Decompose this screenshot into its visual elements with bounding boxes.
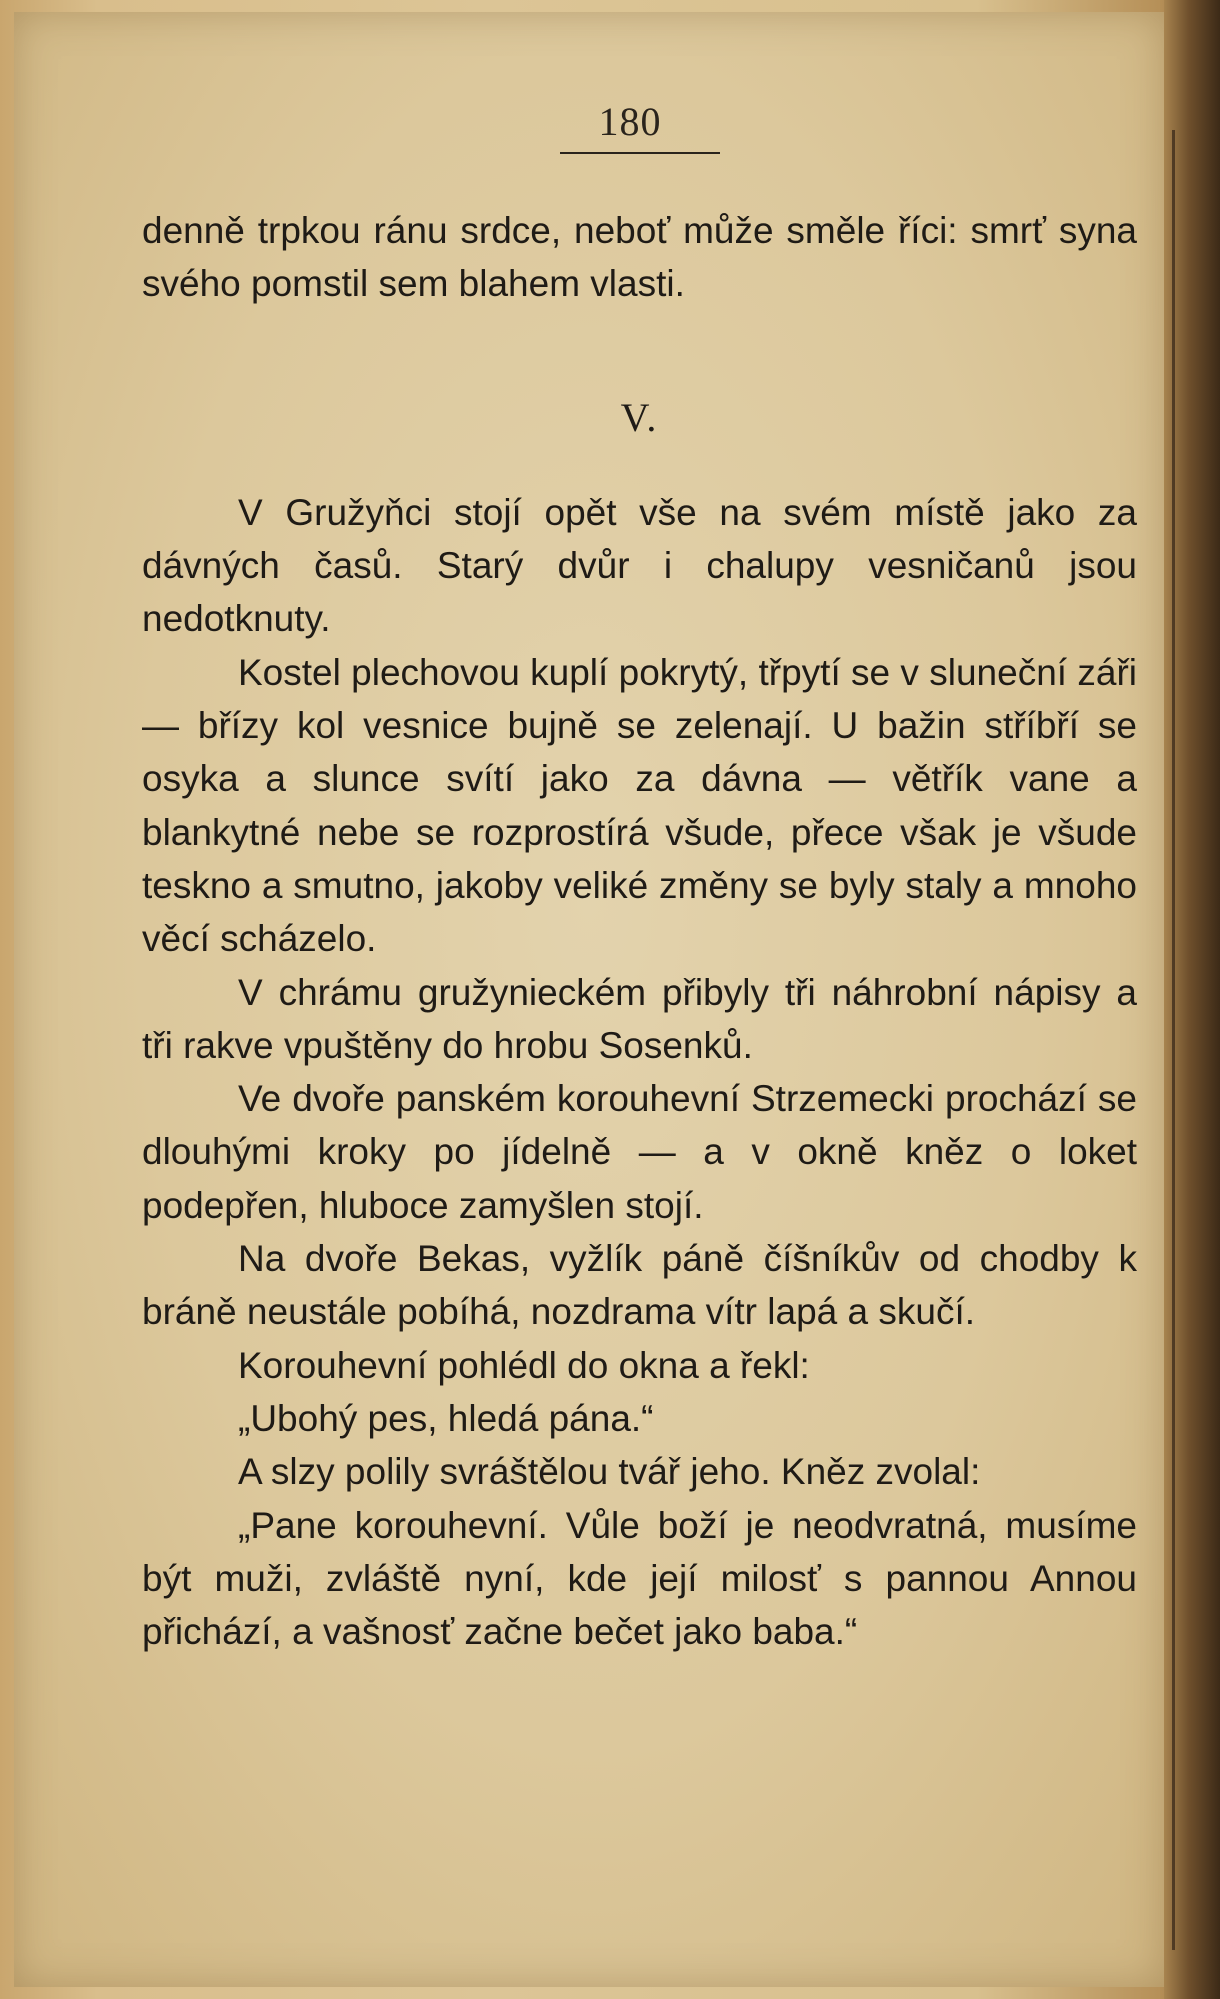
paragraph: V chrámu gružynieckém přibyly tři náhrobní nápisy a tři rakve vpuštěny do hrobu Sosenků. xyxy=(142,971,1137,1066)
quote-line: „Ubohý pes, hledá pána.“ xyxy=(238,1397,654,1439)
page-number-rule xyxy=(560,152,720,154)
quote-paragraph: „Pane korouhevní. Vůle boží je neodvratná, musíme být muži, zvláště nyní, kde její milosť s pannou Annou přichází, a vašnosť začne bečet jako baba.“ xyxy=(142,1504,1137,1653)
page-text xyxy=(142,204,1137,1658)
chapter-heading: V. xyxy=(620,394,659,440)
paragraph-continuation: denně trpkou ránu srdce, neboť může směle říci: smrť syna svého pomstil sem blahem vlasti. xyxy=(142,210,1137,305)
binding-line xyxy=(1172,130,1175,1950)
paragraph: Kostel plechovou kuplí pokrytý, třpytí se v sluneční záři — břízy kol vesnice bujně se zelenají. U bažin stříbří se osyka a slunce svítí jako za dávna — větřík vane a blankytné nebe se rozprostírá všude, přece však je všude teskno a smutno, jakoby veliké změny se byly staly a mnoho věcí scházelo. xyxy=(142,651,1137,960)
page-number: 180 xyxy=(598,99,662,144)
paragraph: Korouhevní pohlédl do okna a řekl: xyxy=(238,1344,810,1386)
paragraph: V Gružyňci stojí opět vše na svém místě jako za dávných časů. Starý dvůr i chalupy vesničanů jsou nedotknuty. xyxy=(142,491,1137,640)
paragraph: Na dvoře Bekas, vyžlík páně číšníkův od chodby k bráně neustále pobíhá, nozdrama vítr lapá a skučí. xyxy=(142,1238,1137,1333)
paragraph: Ve dvoře panském korouhevní Strzemecki prochází se dlouhými kroky po jídelně — a v okně kněz o loket podepřen, hluboce zamyšlen stojí. xyxy=(142,1078,1137,1226)
paragraph: A slzy polily svráštělou tvář jeho. Kněz zvolal: xyxy=(238,1451,981,1493)
